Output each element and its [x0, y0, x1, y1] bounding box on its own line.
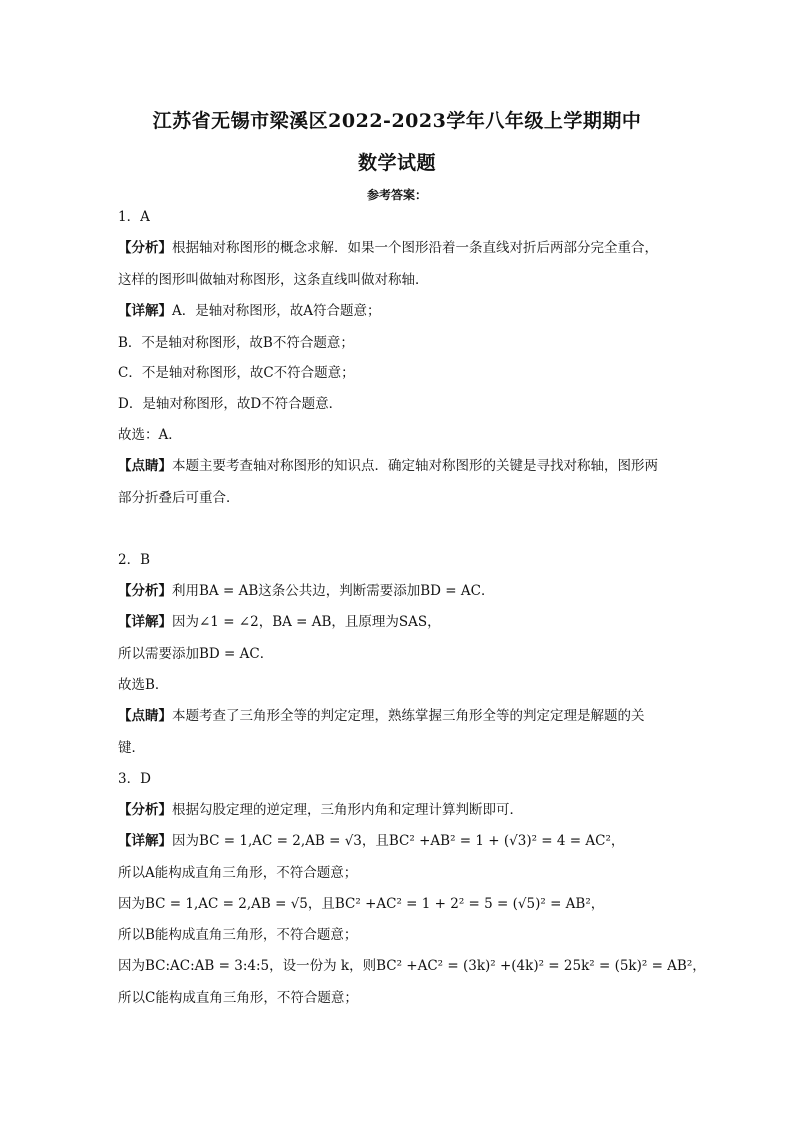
q3-text-5: 因为BC:AC:AB = 3:4:5，设一份为 k，则BC² +AC² = (3k)² +(4k)² = 25k² = (5k)² = AB²， — [118, 958, 706, 974]
q3-text-6: 所以C能构成直角三角形，不符合题意； — [118, 990, 358, 1006]
q3-text-3: 因为BC = 1,AC = 2,AB = √5，且BC² +AC² = 1 + 2² = 5 = (√5)² = AB²， — [118, 896, 605, 912]
answer-key-heading: 参考答案： — [366, 188, 427, 202]
detail-tag: 【详解】 — [118, 614, 172, 630]
q1-detail — [118, 301, 688, 321]
analysis-tag: 【分析】 — [118, 802, 172, 818]
q1-analysis-text-1: 根据轴对称图形的概念求解．如果一个图形沿着一条直线对折后两部分完全重合， — [172, 240, 658, 256]
q2-analysis-text: 利用BA = AB这条公共边，判断需要添加BD = AC． — [172, 583, 495, 599]
detail-tag: 【详解】 — [118, 303, 172, 319]
q1-analysis-text-2: 这样的图形叫做轴对称图形，这条直线叫做对称轴． — [118, 272, 429, 288]
q1-comment — [118, 456, 688, 476]
q2-detail — [118, 612, 688, 632]
q3-analysis-text: 根据勾股定理的逆定理，三角形内角和定理计算判断即可． — [172, 802, 523, 818]
q2-answer: 2．B — [118, 552, 151, 568]
q3-detail-text-1: 因为BC = 1,AC = 2,AB = √3，且BC² +AB² = 1 + (√3)² = 4 = AC²， — [172, 833, 625, 849]
doc-title-line1: 江苏省无锡市梁溪区2022-2023学年八年级上学期期中 — [152, 110, 642, 132]
q2-detail-text-2: 所以需要添加BD = AC． — [118, 646, 274, 662]
q1-detail-text-4: D．是轴对称图形，故D不符合题意． — [118, 396, 343, 412]
q1-detail-text-2: B．不是轴对称图形，故B不符合题意； — [118, 335, 354, 351]
q2-detail-text-1: 因为∠1 = ∠2，BA = AB，且原理为SAS， — [172, 614, 441, 630]
q3-analysis — [118, 800, 688, 820]
analysis-tag: 【分析】 — [118, 240, 172, 256]
analysis-tag: 【分析】 — [118, 583, 172, 599]
q1-choice: 故选：A． — [118, 427, 182, 443]
q1-comment-text-2: 部分折叠后可重合． — [118, 490, 240, 506]
q3-text-4: 所以B能构成直角三角形，不符合题意； — [118, 927, 358, 943]
q1-answer: 1．A — [118, 209, 150, 225]
q2-analysis — [118, 581, 688, 601]
q3-answer: 3．D — [118, 771, 151, 787]
q2-comment-text-2: 键． — [118, 740, 145, 756]
q1-comment-text-1: 本题主要考查轴对称图形的知识点．确定轴对称图形的关键是寻找对称轴，图形两 — [172, 458, 658, 474]
q1-detail-text-3: C．不是轴对称图形，故C不符合题意； — [118, 365, 355, 381]
q1-analysis — [118, 238, 688, 258]
q3-text-2: 所以A能构成直角三角形，不符合题意； — [118, 865, 358, 881]
doc-title-line2: 数学试题 — [357, 152, 436, 174]
q2-choice: 故选B． — [118, 677, 169, 693]
comment-tag: 【点睛】 — [118, 458, 172, 474]
q2-comment-text-1: 本题考查了三角形全等的判定定理，熟练掌握三角形全等的判定定理是解题的关 — [172, 708, 645, 724]
comment-tag: 【点睛】 — [118, 708, 172, 724]
detail-tag: 【详解】 — [118, 833, 172, 849]
q2-comment — [118, 706, 688, 726]
q3-detail — [118, 831, 688, 851]
q1-detail-text-1: A．是轴对称图形，故A符合题意； — [172, 303, 381, 319]
